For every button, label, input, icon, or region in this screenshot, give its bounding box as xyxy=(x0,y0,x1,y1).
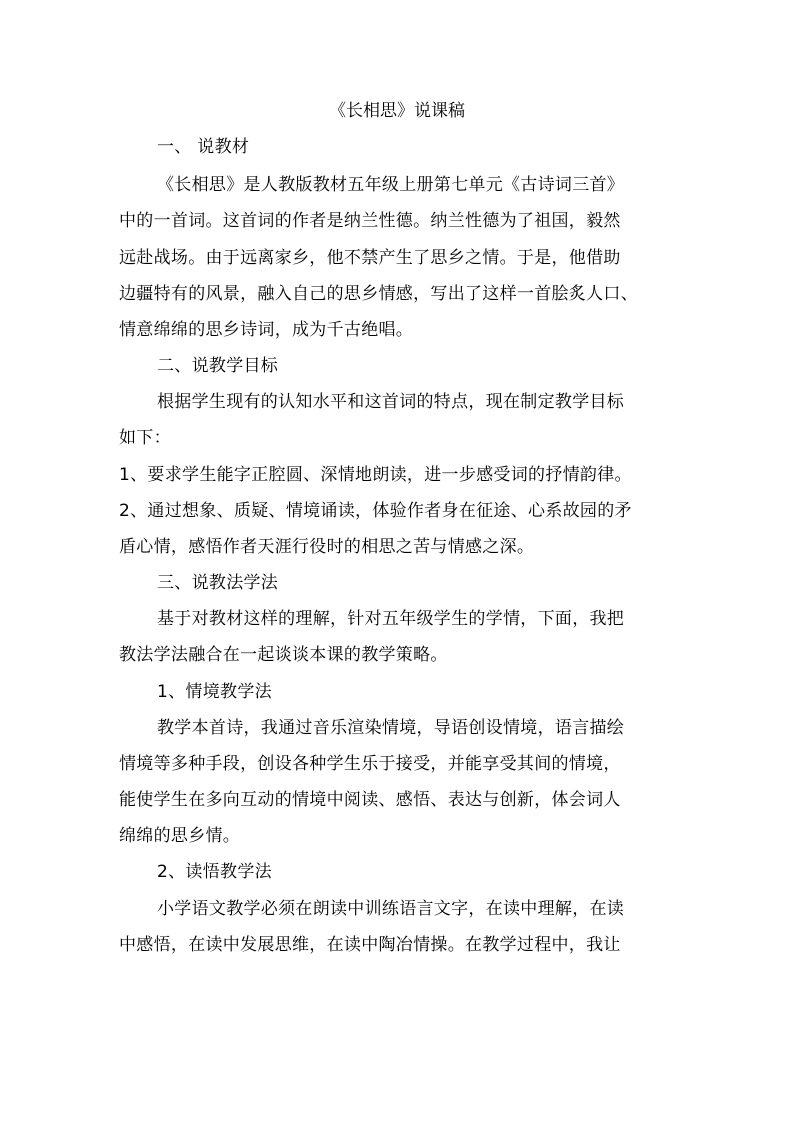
paragraph-line: 教学本首诗，我通过音乐渲染情境，导语创设情境，语言描绘 xyxy=(157,718,625,738)
goal-item-1: 1、要求学生能字正腔圆、深情地朗读，进一步感受词的抒情韵律。 xyxy=(119,465,632,485)
paragraph-line: 情境等多种手段，创设各种学生乐于接受，并能享受其间的情境， xyxy=(119,754,621,774)
paragraph-line: 盾心情，感悟作者天涯行役时的相思之苦与情感之深。 xyxy=(119,537,535,557)
paragraph-line: 根据学生现有的认知水平和这首词的特点，现在制定教学目标 xyxy=(157,392,625,412)
section-heading-teaching-methods: 三、说教法学法 xyxy=(157,573,279,593)
section-heading-teaching-material: 一、 说教材 xyxy=(157,137,250,157)
paragraph-line: 能使学生在多向互动的情境中阅读、感悟、表达与创新，体会词人 xyxy=(119,790,621,810)
paragraph-line: 边疆特有的风景，融入自己的思乡情感，写出了这样一首脍炙人口、 xyxy=(119,284,638,304)
paragraph-line: 教法学法融合在一起谈谈本课的教学策略。 xyxy=(119,645,448,665)
subheading-reading-teaching: 2、读悟教学法 xyxy=(157,862,272,882)
section-heading-teaching-goals: 二、说教学目标 xyxy=(157,356,279,376)
goal-item-2: 2、通过想象、质疑、情境诵读，体验作者身在征途、心系故园的矛 xyxy=(119,501,632,521)
paragraph-line: 《长相思》是人教版教材五年级上册第七单元《古诗词三首》 xyxy=(157,175,625,195)
paragraph-line: 中感悟，在读中发展思维，在读中陶冶情操。在教学过程中，我让 xyxy=(119,935,621,955)
paragraph-line: 如下： xyxy=(119,428,171,448)
paragraph-line: 基于对教材这样的理解，针对五年级学生的学情，下面，我把 xyxy=(157,609,625,629)
subheading-situational-teaching: 1、情境教学法 xyxy=(157,682,272,702)
paragraph-line: 远赴战场。由于远离家乡，他不禁产生了思乡之情。于是，他借助 xyxy=(119,248,621,268)
paragraph-line: 小学语文教学必须在朗读中训练语言文字，在读中理解，在读 xyxy=(157,899,625,919)
paragraph-line: 绵绵的思乡情。 xyxy=(119,826,241,846)
document-title: 《长相思》说课稿 xyxy=(329,101,465,121)
paragraph-line: 中的一首词。这首词的作者是纳兰性德。纳兰性德为了祖国，毅然 xyxy=(119,211,621,231)
paragraph-line: 情意绵绵的思乡诗词，成为千古绝唱。 xyxy=(119,320,414,340)
